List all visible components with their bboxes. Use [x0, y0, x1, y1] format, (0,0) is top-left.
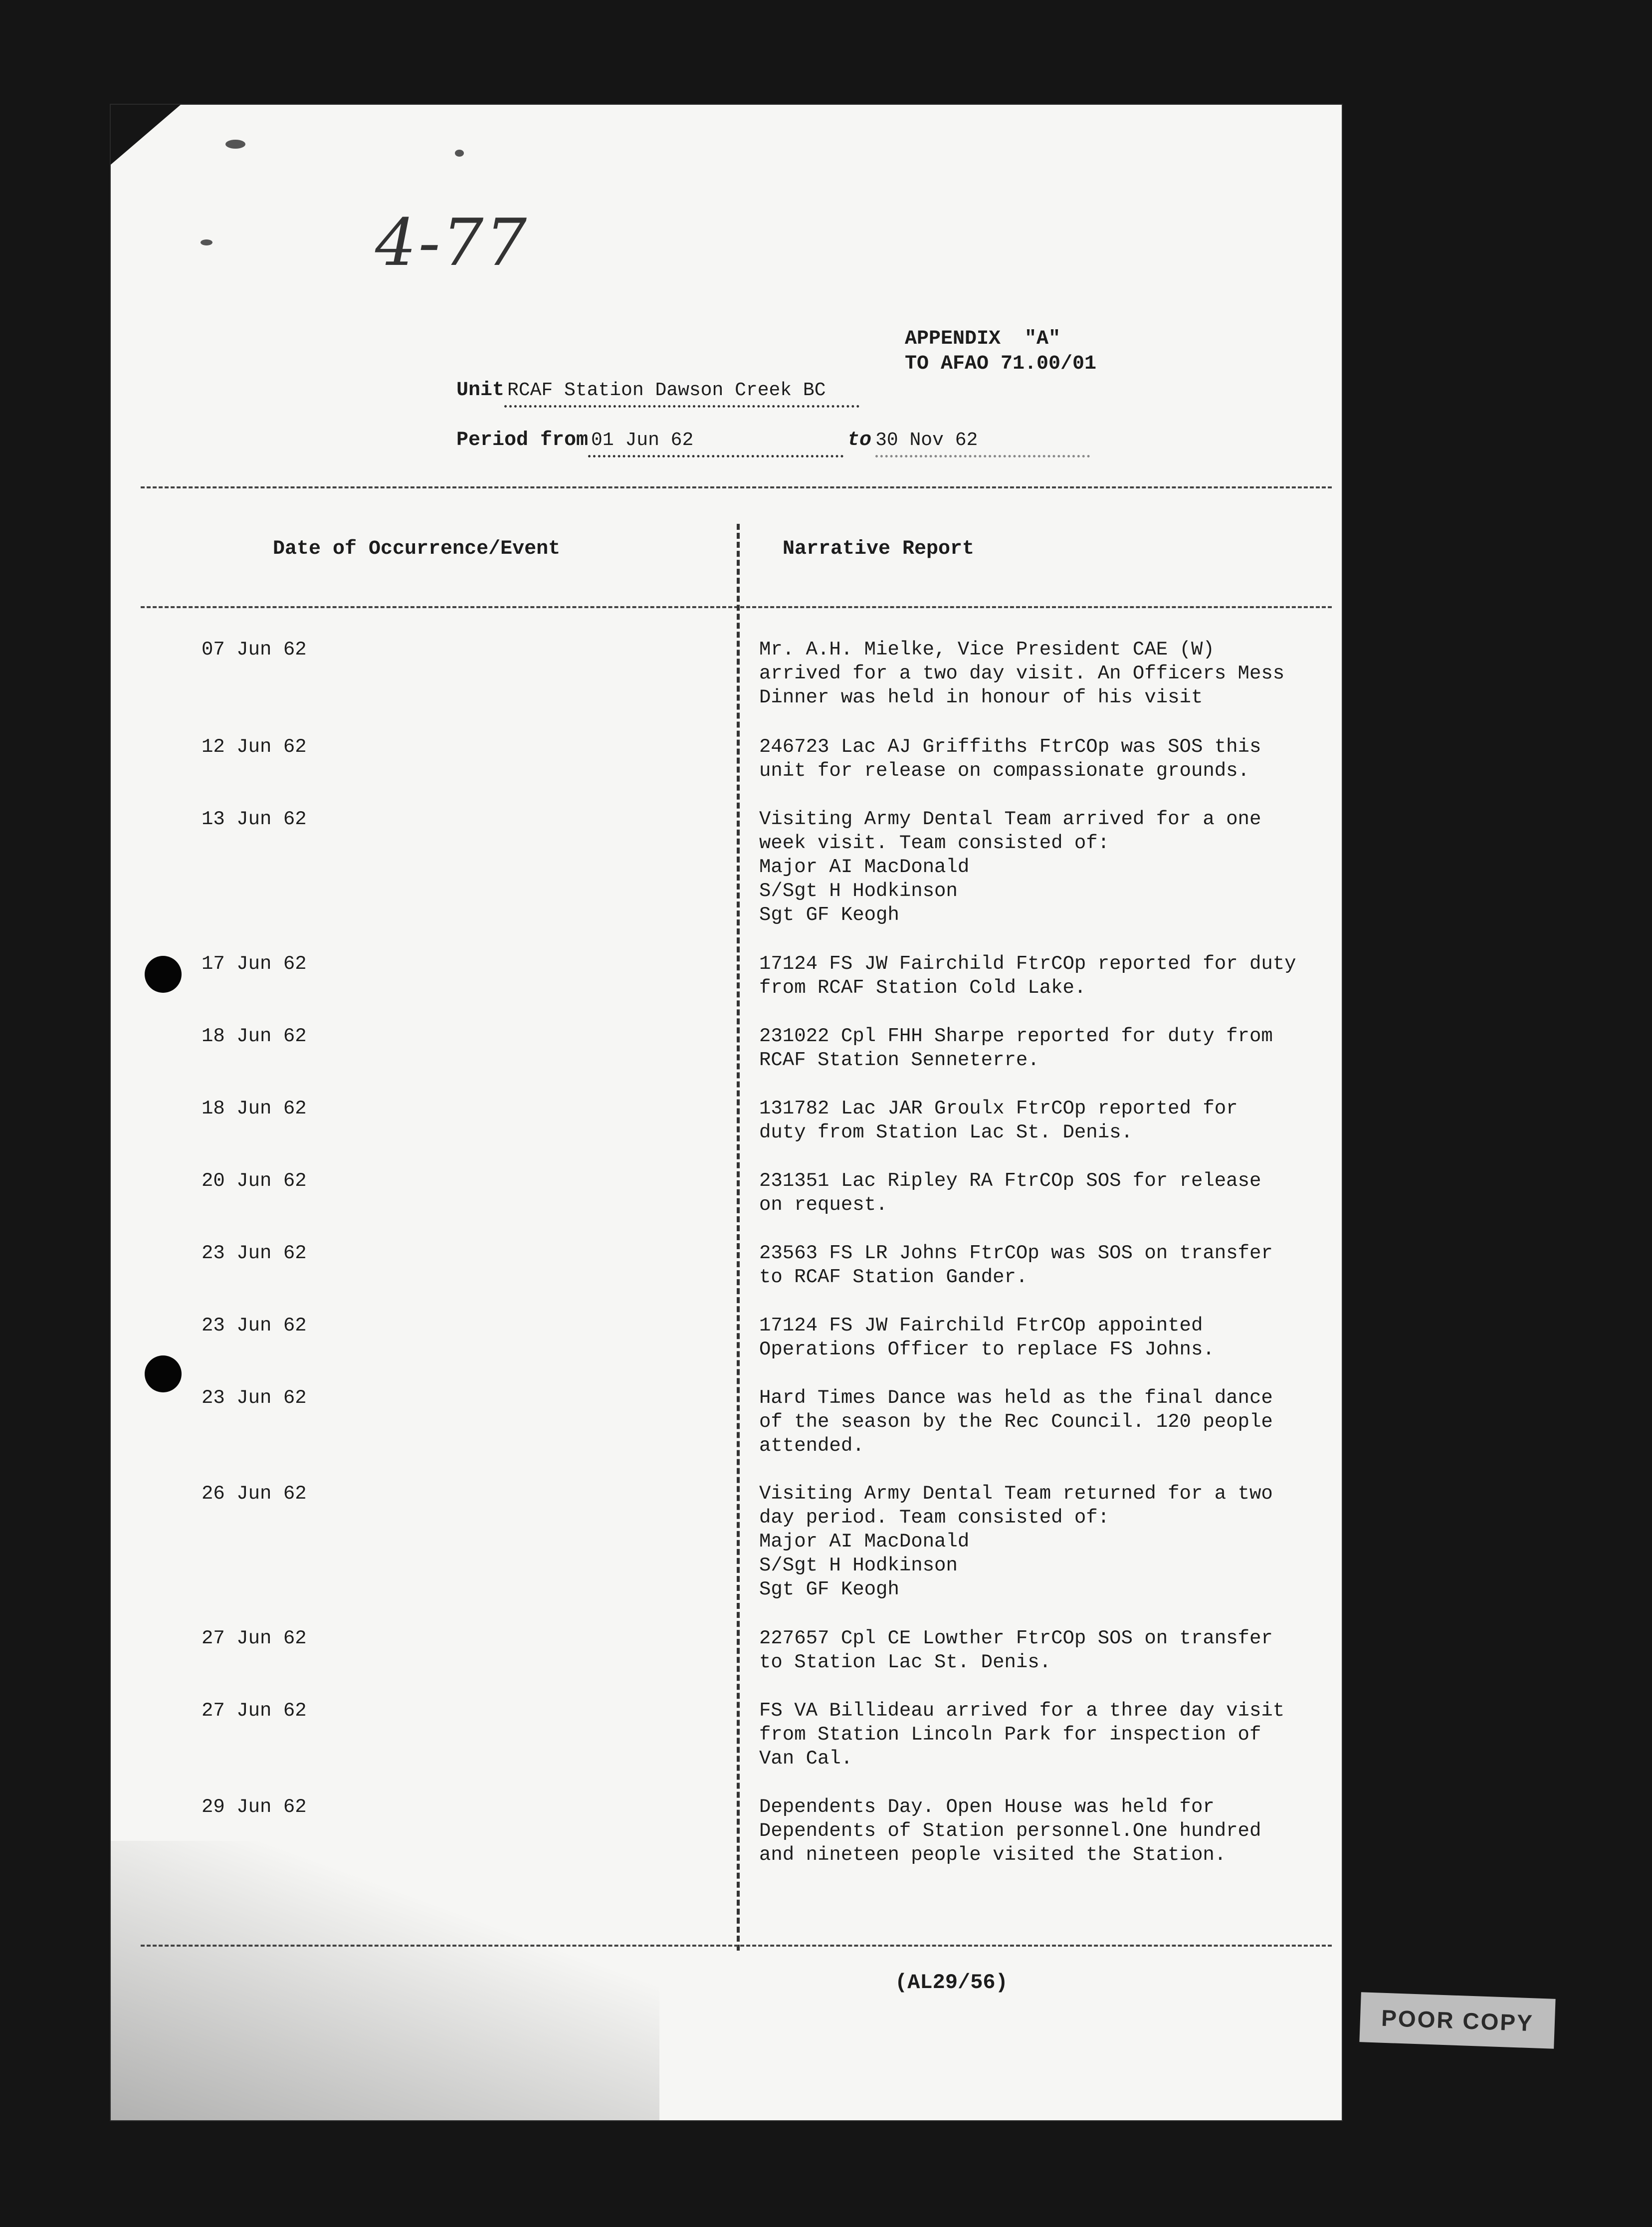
- entry-narrative: 17124 FS JW Fairchild FtrCOp appointed Operations Officer to replace FS Johns.: [759, 1315, 1215, 1360]
- entry-narrative: Hard Times Dance was held as the final dance of the season by the Rec Council. 120 people attended.: [759, 1387, 1273, 1457]
- entry-date: 17 Jun 62: [202, 953, 307, 975]
- entry-narrative: Dependents Day. Open House was held for Dependents of Station personnel.One hundred and nineteen people visited the Station.: [759, 1796, 1261, 1866]
- scan-speck: [225, 140, 245, 149]
- entry-date: 23 Jun 62: [202, 1315, 307, 1336]
- scan-shadow: [111, 1841, 659, 2120]
- entry-date: 23 Jun 62: [202, 1242, 307, 1264]
- header-divider: [141, 486, 1332, 488]
- entry-date: 23 Jun 62: [202, 1387, 307, 1409]
- entry-narrative: 17124 FS JW Fairchild FtrCOp reported for duty from RCAF Station Cold Lake.: [759, 953, 1296, 999]
- period-field: [456, 429, 1090, 457]
- entry-narrative: FS VA Billideau arrived for a three day visit from Station Lincoln Park for inspection of Van Cal.: [759, 1700, 1285, 1770]
- entry-date: 20 Jun 62: [202, 1170, 307, 1192]
- appendix-line-2: TO AFAO 71.00/01: [905, 353, 1097, 375]
- scan-speck: [455, 150, 464, 157]
- entry-date: 29 Jun 62: [202, 1796, 307, 1818]
- entry-narrative: Visiting Army Dental Team arrived for a one week visit. Team consisted of: Major AI MacDonald S/Sgt H Hodkinson Sgt GF Keogh: [759, 808, 1261, 926]
- period-to-label: to: [847, 429, 872, 451]
- period-to-value: 30 Nov 62: [875, 430, 1090, 457]
- appendix-line-1: APPENDIX "A": [905, 328, 1061, 350]
- entry-narrative: 231351 Lac Ripley RA FtrCOp SOS for release on request.: [759, 1170, 1261, 1216]
- entry-date: 27 Jun 62: [202, 1700, 307, 1722]
- entry-date: 18 Jun 62: [202, 1098, 307, 1119]
- unit-field: [456, 379, 859, 408]
- entry-narrative: 246723 Lac AJ Griffiths FtrCOp was SOS this unit for release on compassionate grounds.: [759, 736, 1261, 782]
- entry-date: 26 Jun 62: [202, 1483, 307, 1505]
- appendix-header: [905, 327, 1096, 377]
- punch-hole: [145, 1355, 182, 1392]
- column-header-narrative: Narrative Report: [783, 538, 975, 560]
- period-from-value: 01 Jun 62: [588, 430, 843, 457]
- unit-value: RCAF Station Dawson Creek BC: [504, 380, 859, 408]
- punch-hole: [145, 956, 182, 993]
- document-page: [111, 105, 1342, 2120]
- scan-speck: [201, 239, 212, 245]
- poor-copy-stamp: POOR COPY: [1359, 1992, 1555, 2049]
- entry-narrative: 227657 Cpl CE Lowther FtrCOp SOS on transfer to Station Lac St. Denis.: [759, 1627, 1273, 1673]
- entry-narrative: 131782 Lac JAR Groulx FtrCOp reported for duty from Station Lac St. Denis.: [759, 1098, 1238, 1143]
- entry-date: 18 Jun 62: [202, 1025, 307, 1047]
- footer-divider: [141, 1945, 1332, 1947]
- folded-corner: [111, 105, 181, 165]
- entry-date: 12 Jun 62: [202, 736, 307, 758]
- period-label: Period from: [456, 429, 589, 451]
- entry-narrative: 231022 Cpl FHH Sharpe reported for duty from RCAF Station Senneterre.: [759, 1025, 1273, 1071]
- entry-narrative: 23563 FS LR Johns FtrCOp was SOS on transfer to RCAF Station Gander.: [759, 1242, 1273, 1288]
- entry-date: 13 Jun 62: [202, 808, 307, 830]
- entry-narrative: Mr. A.H. Mielke, Vice President CAE (W) arrived for a two day visit. An Officers Mess Dinner was held in honour of his visit: [759, 639, 1285, 708]
- unit-label: Unit: [456, 379, 505, 402]
- entry-narrative: Visiting Army Dental Team returned for a two day period. Team consisted of: Major AI MacDonald S/Sgt H Hodkinson Sgt GF Keogh: [759, 1483, 1273, 1600]
- table-header-divider: [141, 606, 1332, 608]
- column-divider: [737, 524, 740, 1951]
- handwritten-reference: 4-77: [375, 205, 529, 280]
- entry-date: 27 Jun 62: [202, 1627, 307, 1649]
- column-header-date: Date of Occurrence/Event: [273, 538, 561, 560]
- entry-date: 07 Jun 62: [202, 639, 307, 661]
- form-code: (AL29/56): [895, 1971, 1008, 1995]
